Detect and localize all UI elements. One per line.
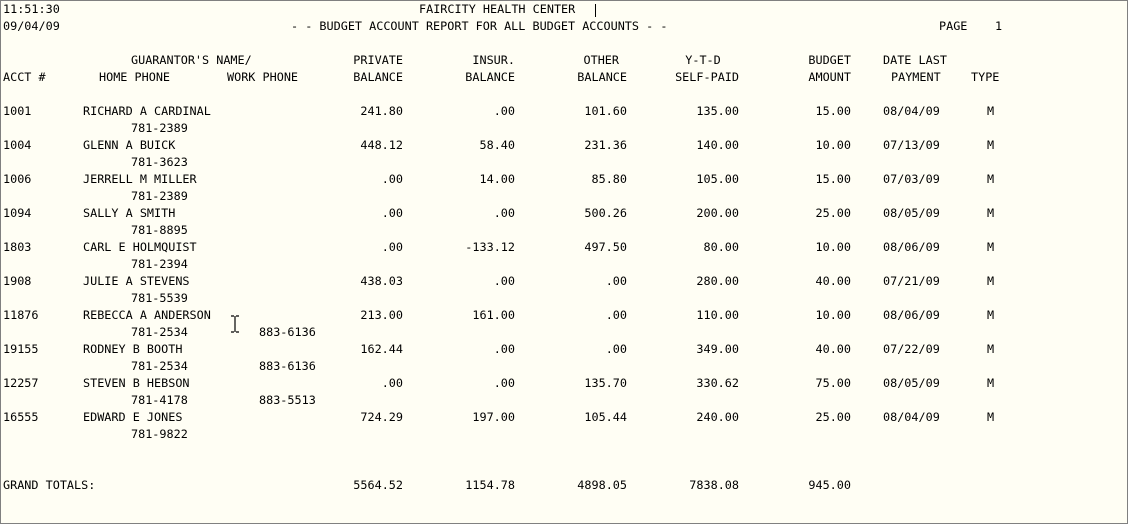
row-guarantor: CARL E HOLMQUIST (83, 240, 197, 254)
row-ytd: 240.00 (696, 410, 739, 424)
row-ytd: 80.00 (703, 240, 739, 254)
row-insur: .00 (493, 376, 515, 390)
row-home-phone: 781-2394 (131, 257, 188, 271)
row-acct: 16555 (3, 410, 39, 424)
col-ytd-2: SELF-PAID (675, 70, 739, 84)
col-budget-2: AMOUNT (808, 70, 851, 84)
col-insur-1: INSUR. (472, 53, 515, 67)
row-insur: 197.00 (472, 410, 515, 424)
total-private: 5564.52 (353, 478, 403, 492)
row-acct: 12257 (3, 376, 39, 390)
row-budget: 10.00 (815, 308, 851, 322)
total-other: 4898.05 (577, 478, 627, 492)
col-date-1: DATE LAST (883, 53, 947, 67)
row-type: M (987, 376, 995, 390)
row-type: M (987, 274, 995, 288)
row-guarantor: JERRELL M MILLER (83, 172, 197, 186)
row-budget: 25.00 (815, 206, 851, 220)
row-other: 101.60 (584, 104, 627, 118)
row-type: M (987, 410, 995, 424)
row-budget: 40.00 (815, 342, 851, 356)
row-guarantor: REBECCA A ANDERSON (83, 308, 211, 322)
row-private: 448.12 (360, 138, 403, 152)
row-home-phone: 781-2389 (131, 121, 188, 135)
row-work-phone: 883-6136 (259, 325, 316, 339)
total-ytd: 7838.08 (689, 478, 739, 492)
row-private: .00 (381, 172, 403, 186)
row-type: M (987, 240, 995, 254)
row-insur: .00 (493, 104, 515, 118)
row-insur: .00 (493, 274, 515, 288)
row-ytd: 330.62 (696, 376, 739, 390)
row-private: .00 (381, 240, 403, 254)
grand-totals-label: GRAND TOTALS: (3, 478, 96, 492)
row-date: 07/21/09 (883, 274, 940, 288)
row-type: M (987, 172, 995, 186)
row-insur: .00 (493, 342, 515, 356)
row-type: M (987, 138, 995, 152)
row-date: 07/03/09 (883, 172, 940, 186)
row-insur: .00 (493, 206, 515, 220)
row-budget: 10.00 (815, 138, 851, 152)
report-time: 11:51:30 (3, 2, 60, 16)
report-date: 09/04/09 (3, 19, 60, 33)
page-number: 1 (995, 19, 1003, 33)
row-other: 135.70 (584, 376, 627, 390)
row-work-phone: 883-5513 (259, 393, 316, 407)
row-other: 500.26 (584, 206, 627, 220)
row-ytd: 140.00 (696, 138, 739, 152)
row-budget: 15.00 (815, 172, 851, 186)
row-guarantor: RICHARD A CARDINAL (83, 104, 211, 118)
row-private: 438.03 (360, 274, 403, 288)
row-date: 08/06/09 (883, 240, 940, 254)
row-budget: 10.00 (815, 240, 851, 254)
row-private: .00 (381, 206, 403, 220)
row-type: M (987, 206, 995, 220)
row-type: M (987, 308, 995, 322)
col-acct: ACCT # (3, 70, 46, 84)
row-other: 105.44 (584, 410, 627, 424)
row-guarantor: GLENN A BUICK (83, 138, 176, 152)
row-home-phone: 781-5539 (131, 291, 188, 305)
row-budget: 15.00 (815, 104, 851, 118)
row-other: .00 (605, 308, 627, 322)
row-date: 08/04/09 (883, 410, 940, 424)
row-budget: 25.00 (815, 410, 851, 424)
row-other: 231.36 (584, 138, 627, 152)
row-guarantor: STEVEN B HEBSON (83, 376, 190, 390)
col-private-1: PRIVATE (353, 53, 403, 67)
col-ytd-1: Y-T-D (685, 53, 721, 67)
col-insur-2: BALANCE (465, 70, 515, 84)
row-insur: -133.12 (465, 240, 515, 254)
total-budget: 945.00 (808, 478, 851, 492)
row-acct: 19155 (3, 342, 39, 356)
row-private: 213.00 (360, 308, 403, 322)
col-date-2: PAYMENT (891, 70, 941, 84)
row-ytd: 110.00 (696, 308, 739, 322)
row-ytd: 349.00 (696, 342, 739, 356)
row-ytd: 105.00 (696, 172, 739, 186)
row-acct: 1006 (3, 172, 32, 186)
row-type: M (987, 104, 995, 118)
row-private: 724.29 (360, 410, 403, 424)
row-ytd: 280.00 (696, 274, 739, 288)
col-private-2: BALANCE (353, 70, 403, 84)
row-date: 07/22/09 (883, 342, 940, 356)
text-cursor-icon (595, 4, 596, 17)
row-acct: 1001 (3, 104, 32, 118)
row-ytd: 200.00 (696, 206, 739, 220)
row-acct: 11876 (3, 308, 39, 322)
row-home-phone: 781-3623 (131, 155, 188, 169)
row-insur: 14.00 (479, 172, 515, 186)
row-date: 08/04/09 (883, 104, 940, 118)
page-label: PAGE (939, 19, 968, 33)
col-type: TYPE (971, 70, 1000, 84)
row-date: 08/05/09 (883, 376, 940, 390)
row-budget: 75.00 (815, 376, 851, 390)
row-acct: 1094 (3, 206, 32, 220)
row-other: .00 (605, 342, 627, 356)
row-date: 08/06/09 (883, 308, 940, 322)
row-home-phone: 781-8895 (131, 223, 188, 237)
row-acct: 1803 (3, 240, 32, 254)
row-work-phone: 883-6136 (259, 359, 316, 373)
col-budget-1: BUDGET (808, 53, 851, 67)
row-other: 497.50 (584, 240, 627, 254)
row-other: .00 (605, 274, 627, 288)
total-insur: 1154.78 (465, 478, 515, 492)
col-guarantor-name: GUARANTOR'S NAME/ (131, 53, 252, 67)
row-type: M (987, 342, 995, 356)
row-acct: 1004 (3, 138, 32, 152)
col-other-2: BALANCE (577, 70, 627, 84)
row-guarantor: EDWARD E JONES (83, 410, 183, 424)
row-other: 85.80 (591, 172, 627, 186)
ibeam-pointer-icon (229, 315, 241, 333)
row-date: 07/13/09 (883, 138, 940, 152)
col-other-1: OTHER (583, 53, 619, 67)
row-date: 08/05/09 (883, 206, 940, 220)
row-private: 162.44 (360, 342, 403, 356)
row-home-phone: 781-9822 (131, 427, 188, 441)
row-guarantor: SALLY A SMITH (83, 206, 176, 220)
row-guarantor: JULIE A STEVENS (83, 274, 190, 288)
row-home-phone: 781-2389 (131, 189, 188, 203)
row-home-phone: 781-2534 (131, 325, 188, 339)
row-guarantor: RODNEY B BOOTH (83, 342, 183, 356)
row-ytd: 135.00 (696, 104, 739, 118)
row-insur: 58.40 (479, 138, 515, 152)
row-home-phone: 781-4178 (131, 393, 188, 407)
report-title: - - BUDGET ACCOUNT REPORT FOR ALL BUDGET ACCOUNTS - - (291, 19, 668, 33)
row-private: 241.80 (360, 104, 403, 118)
row-private: .00 (381, 376, 403, 390)
row-acct: 1908 (3, 274, 32, 288)
col-home-phone: HOME PHONE (99, 70, 171, 84)
col-work-phone: WORK PHONE (227, 70, 299, 84)
company-name: FAIRCITY HEALTH CENTER (419, 2, 576, 16)
row-budget: 40.00 (815, 274, 851, 288)
row-insur: 161.00 (472, 308, 515, 322)
row-home-phone: 781-2534 (131, 359, 188, 373)
